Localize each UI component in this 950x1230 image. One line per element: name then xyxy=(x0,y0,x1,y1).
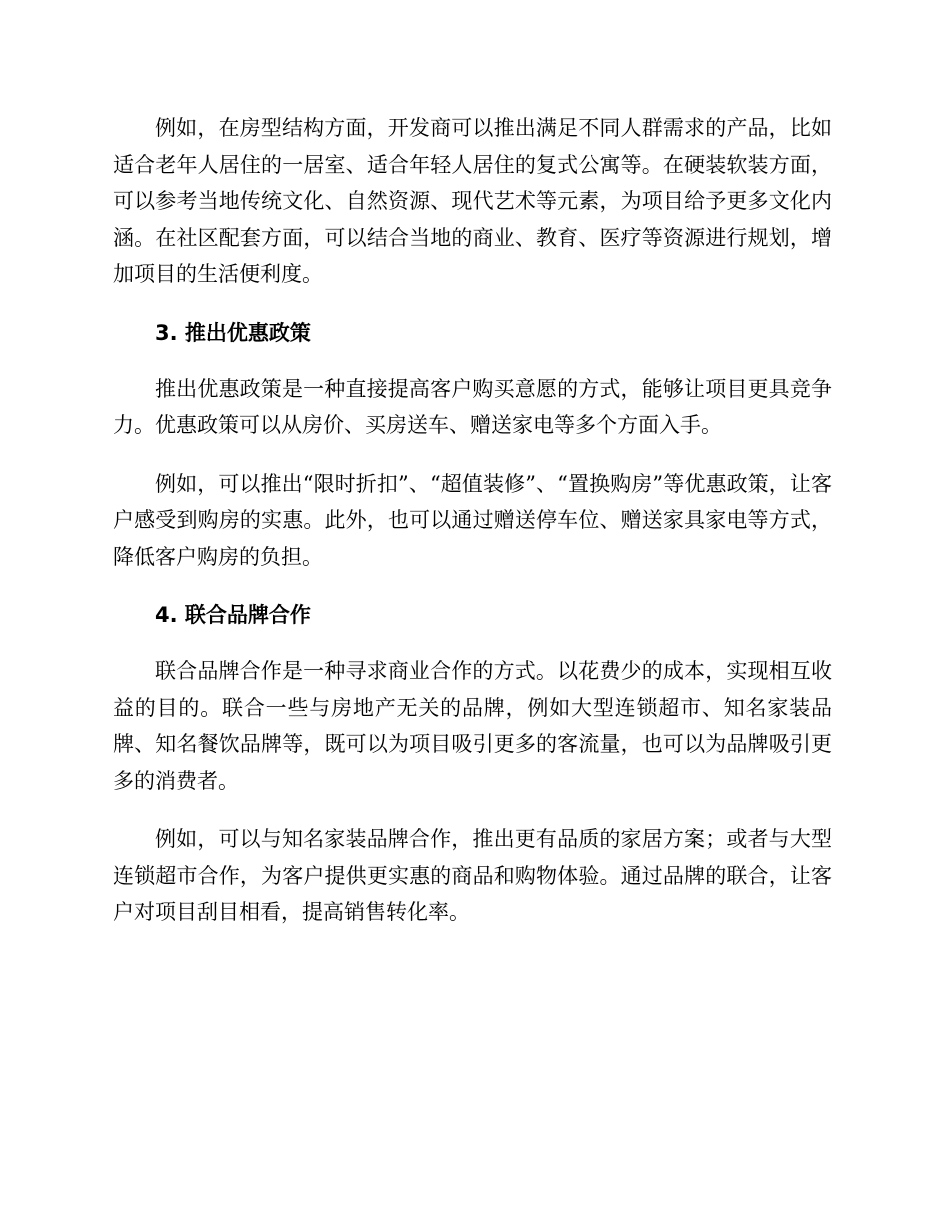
body-paragraph: 推出优惠政策是一种直接提高客户购买意愿的方式，能够让项目更具竞争力。优惠政策可以从房价、买房送车、赠送家电等多个方面入手。 xyxy=(113,376,832,437)
section-heading: 4. 联合品牌合作 xyxy=(155,603,311,627)
body-paragraph: 例如，可以推出“限时折扣”、“超值装修”、“置换购房”等优惠政策，让客户感受到购房的实惠。此外，也可以通过赠送停车位、赠送家具家电等方式，降低客户购房的负担。 xyxy=(113,471,832,569)
body-paragraph: 联合品牌合作是一种寻求商业合作的方式。以花费少的成本，实现相互收益的目的。联合一些与房地产无关的品牌，例如大型连锁超市、知名家装品牌、知名餐饮品牌等，既可以为项目吸引更多的客流量，也可以为品牌吸引更多的消费者。 xyxy=(113,659,832,793)
document-body xyxy=(113,110,832,953)
body-paragraph: 例如，可以与知名家装品牌合作，推出更有品质的家居方案；或者与大型连锁超市合作，为客户提供更实惠的商品和购物体验。通过品牌的联合，让客户对项目刮目相看，提高销售转化率。 xyxy=(113,827,832,924)
body-paragraph: 例如，在房型结构方面，开发商可以推出满足不同人群需求的产品，比如适合老年人居住的一居室、适合年轻人居住的复式公寓等。在硬装软装方面，可以参考当地传统文化、自然资源、现代艺术等元素，为项目给予更多文化内涵。在社区配套方面，可以结合当地的商业、教育、医疗等资源进行规划，增加项目的生活便利度。 xyxy=(113,116,832,286)
section-heading: 3. 推出优惠政策 xyxy=(155,320,311,345)
